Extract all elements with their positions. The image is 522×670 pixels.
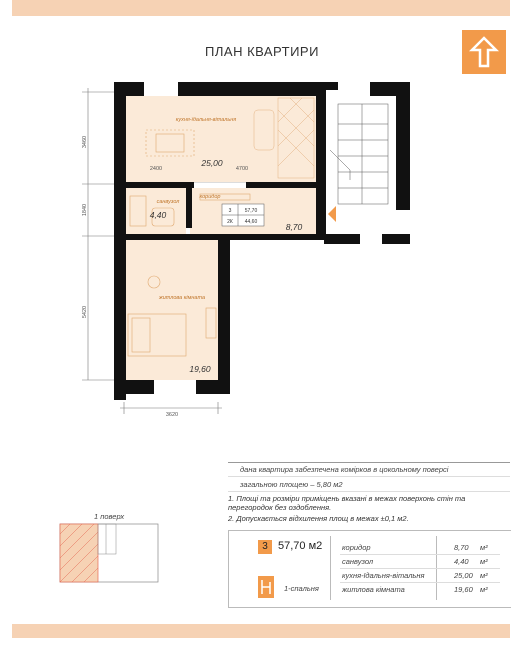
summary-row-name: санвузол xyxy=(342,557,374,566)
dim-bottom: 3620 xyxy=(165,412,179,418)
summary-row-area: 25,00 xyxy=(454,571,473,580)
divider xyxy=(228,491,510,492)
divider xyxy=(340,554,500,555)
staircase xyxy=(330,104,388,204)
summary-row-unit: м² xyxy=(480,571,488,580)
divider xyxy=(228,462,510,463)
dim-left-bottom: 5420 xyxy=(82,305,88,319)
summary-row-name: коридор xyxy=(342,543,371,552)
dim-inner-a: 2400 xyxy=(149,166,163,172)
storage-line: дана квартира забезпечена комірков в цокольному поверсі xyxy=(240,465,449,474)
bedroom-icon xyxy=(258,576,274,598)
summary-row-name: житлова кімната xyxy=(342,585,405,594)
summary-row-area: 19,60 xyxy=(454,585,473,594)
summary-row-unit: м² xyxy=(480,543,488,552)
tag-living: 44,60 xyxy=(244,219,258,225)
room-area-bedroom: 19,60 xyxy=(189,364,211,374)
divider xyxy=(340,582,500,583)
divider xyxy=(228,476,510,477)
summary-row-area: 4,40 xyxy=(454,557,469,566)
storage-area: загальною площею – 5,80 м2 xyxy=(240,480,343,489)
room-area-living: 25,00 xyxy=(201,158,223,168)
divider xyxy=(340,568,500,569)
dim-left-top: 3460 xyxy=(82,135,88,149)
note-2: 2. Допускається відхилення площ в межах ±0,1 м2. xyxy=(228,514,409,523)
room-area-corridor: 8,70 xyxy=(285,222,303,232)
floor-label: 1 поверх xyxy=(94,512,125,521)
tag-total: 57,70 xyxy=(244,208,258,214)
floor-mini-map xyxy=(50,520,160,586)
divider xyxy=(330,536,331,600)
room-label-bathroom: санвузол xyxy=(156,199,180,205)
dim-left-mid: 1840 xyxy=(82,203,88,217)
room-area-bathroom: 4,40 xyxy=(149,210,167,220)
summary-row-name: кухня-їдальня-вітальня xyxy=(342,571,425,580)
summary-row-unit: м² xyxy=(480,557,488,566)
bottom-band xyxy=(12,624,510,638)
room-label-corridor: коридор xyxy=(199,194,221,200)
page-title: ПЛАН КВАРТИРИ xyxy=(205,44,319,59)
note-1: 1. Площі та розміри приміщень вказані в межах поверхонь стін та перегородок без оздоблення. xyxy=(228,494,466,512)
room-label-living: кухня-їдальня-вітальня xyxy=(175,117,237,123)
rooms-count-badge: 3 xyxy=(258,540,272,554)
dim-inner-b: 4700 xyxy=(235,166,249,172)
tag-floor: 2К xyxy=(227,219,233,225)
room-label-bedroom: житлова кімната xyxy=(158,295,206,301)
summary-row-area: 8,70 xyxy=(454,543,469,552)
bedrooms-label: 1-спальня xyxy=(284,584,319,593)
tag-rooms: 3 xyxy=(228,208,232,214)
summary-row-unit: м² xyxy=(480,585,488,594)
entrance-arrow-icon xyxy=(328,206,336,222)
total-area: 57,70 м2 xyxy=(278,540,323,552)
